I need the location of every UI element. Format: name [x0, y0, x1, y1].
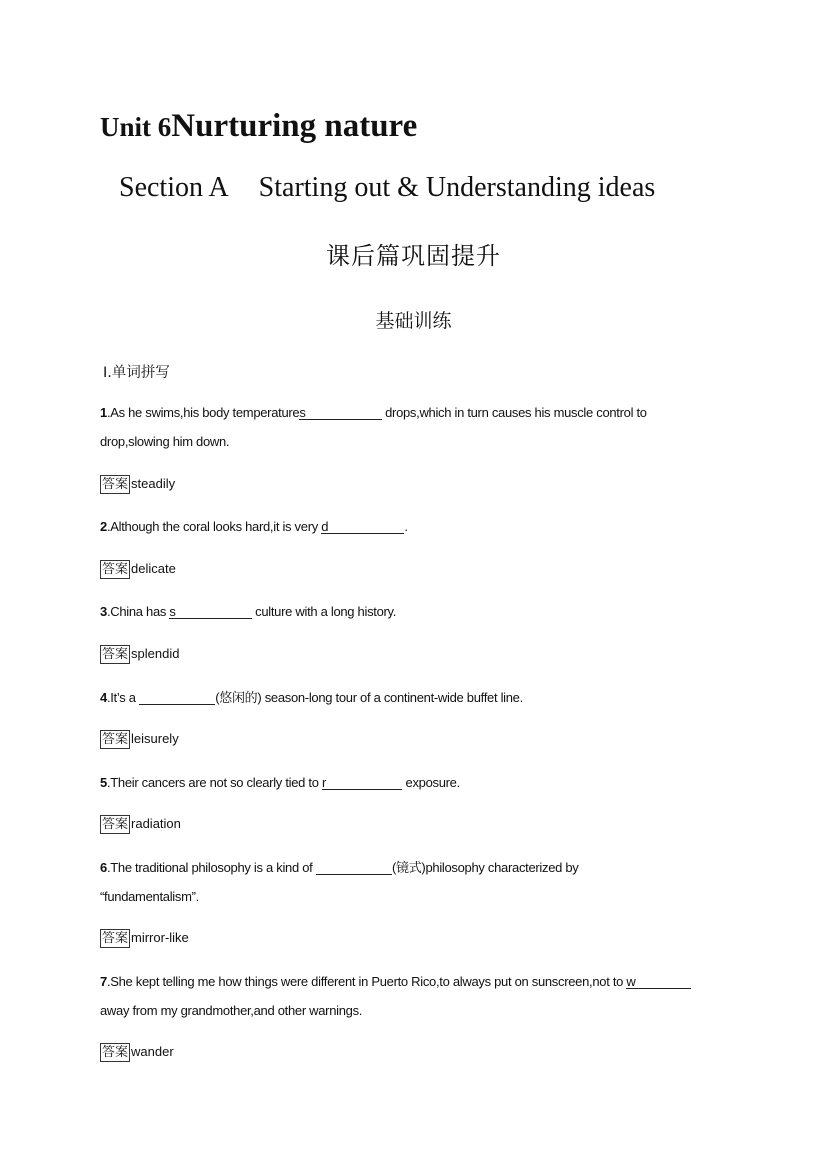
section-title — [119, 172, 655, 204]
answer-badge: 答案 — [102, 931, 129, 946]
section-topic: Starting out & Understanding ideas — [258, 172, 656, 203]
question-1: 1.As he swims,his body temperatures drops,which in turn causes his muscle control to drop,slowing him down. — [100, 405, 647, 449]
answer-blank — [139, 691, 215, 705]
answer-text: leisurely — [131, 731, 179, 746]
answer-blank — [316, 861, 392, 875]
question-4: 4.It’s a (悠闲的) season-long tour of a continent-wide buffet line. — [100, 690, 523, 705]
answer-6 — [100, 929, 189, 948]
answer-badge: 答案 — [102, 477, 129, 492]
answer-blank: w — [626, 975, 691, 989]
answer-badge: 答案 — [102, 817, 129, 832]
answer-3 — [100, 645, 179, 664]
page-subtitle: 课后篇巩固提升 — [326, 242, 501, 270]
answer-blank: d — [321, 520, 404, 534]
answer-7 — [100, 1043, 174, 1062]
answer-1 — [100, 475, 175, 494]
answer-4 — [100, 730, 179, 749]
answer-badge: 答案 — [102, 562, 129, 577]
question-6: 6.The traditional philosophy is a kind of (镜式)philosophy characterized by “fundamentalism”. — [100, 860, 579, 904]
answer-text: mirror-like — [131, 930, 189, 945]
answer-blank: s — [169, 605, 251, 619]
answer-text: steadily — [131, 476, 176, 491]
answer-text: radiation — [131, 816, 181, 831]
answer-blank: r — [322, 776, 402, 790]
answer-badge: 答案 — [102, 647, 129, 662]
question-3: 3.China has s culture with a long history. — [100, 604, 397, 619]
question-7: 7.She kept telling me how things were different in Puerto Rico,to always put on sunscreen,not to w away from my grandmother,and other warnings. — [100, 967, 691, 1025]
answer-badge: 答案 — [102, 1045, 129, 1060]
unit-name: Nurturing nature — [171, 108, 418, 144]
answer-blank: s — [299, 406, 381, 420]
training-heading: 基础训练 — [375, 310, 452, 332]
answer-2 — [100, 560, 176, 579]
unit-title — [100, 108, 417, 145]
part-heading: Ⅰ.单词拼写 — [103, 365, 170, 381]
answer-badge: 答案 — [102, 732, 129, 747]
question-2: 2.Although the coral looks hard,it is very d . — [100, 519, 408, 534]
answer-5 — [100, 815, 181, 834]
answer-text: splendid — [131, 646, 180, 661]
answer-text: wander — [131, 1044, 174, 1059]
answer-text: delicate — [131, 561, 176, 576]
unit-number: Unit 6 — [100, 112, 172, 142]
question-5: 5.Their cancers are not so clearly tied to r exposure. — [100, 775, 460, 790]
section-label: Section A — [119, 172, 229, 203]
